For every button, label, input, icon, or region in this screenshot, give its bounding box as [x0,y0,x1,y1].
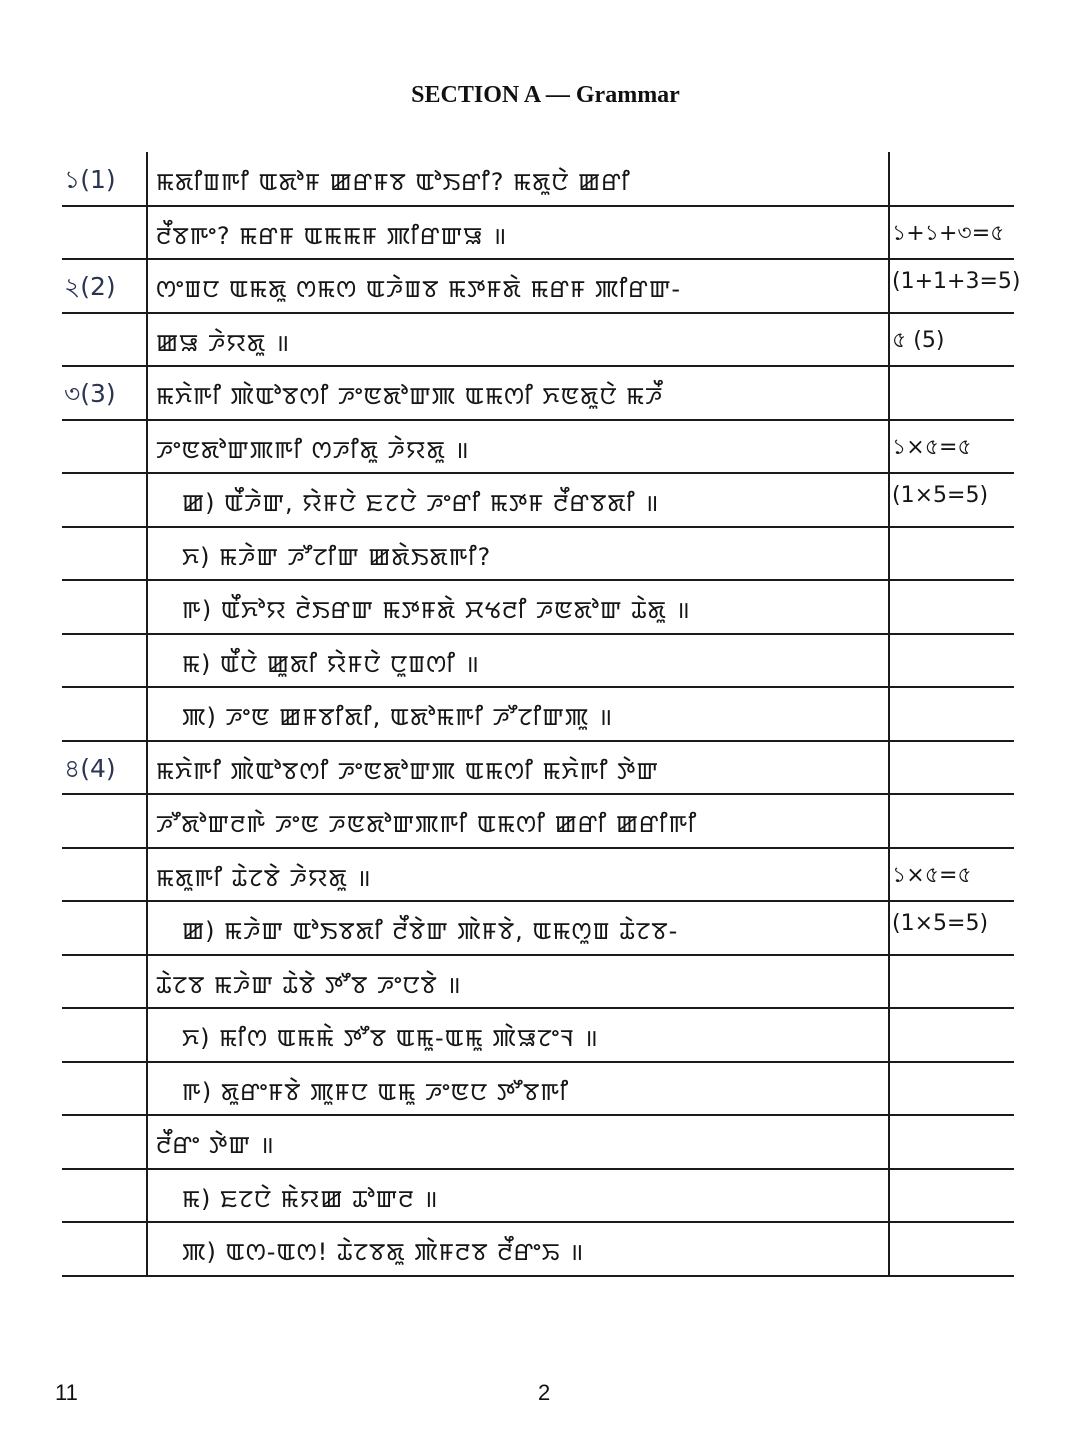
answer-line: ꯂꯩꯔꯦ ꯇꯥꯛ ॥ [156,1131,275,1159]
row-rule [62,365,1014,367]
row-rule [62,419,1014,421]
row-rule [62,205,1014,207]
page-number: 2 [538,1380,551,1405]
marks-cell: ১×৫=৫ [892,862,972,888]
marks-cell: ১+১+৩=৫ [892,220,1005,246]
question-number: ৩(3) [64,379,116,408]
answer-line: ꯀ) ꯑꯩꯍꯥꯛ, ꯌꯥꯝꯅꯥ ꯐꯖꯅꯥ ꯍꯦꯔꯤ ꯃꯇꯝ ꯂꯩꯔꯕꯗꯤ ॥ [182,489,660,517]
marks-cell: (1×5=5) [892,911,989,936]
row-rule [62,472,1014,474]
answer-line: ꯍꯦꯟꯗꯣꯛꯄꯒꯤ ꯁꯍꯤꯗꯨ ꯍꯥꯌꯗꯨ ॥ [156,435,470,464]
column-rule [146,152,148,1276]
row-rule [62,258,1014,260]
row-rule [62,793,1014,795]
row-rule [62,633,1014,635]
row-rule [62,847,1014,849]
row-rule [62,1275,1014,1277]
answer-line: ꯈ) ꯃꯍꯥꯛ ꯍꯧꯖꯤꯛ ꯀꯗꯥꯏꯗꯒꯤ? [182,542,492,571]
row-rule [62,686,1014,688]
answer-line: ꯃꯈꯥꯒꯤ ꯄꯥꯑꯣꯕꯁꯤ ꯍꯦꯟꯗꯣꯛꯄ ꯑꯃꯁꯤ ꯃꯈꯥꯒꯤ ꯇꯥꯛ [156,756,659,785]
row-rule [62,954,1014,956]
answer-line: ꯃ) ꯐꯖꯅꯥ ꯃꯥꯌꯀ ꯊꯣꯛꯂ ॥ [182,1184,439,1213]
answer-line: ꯊꯥꯖꯕ ꯃꯍꯥꯛ ꯊꯥꯕꯥ ꯇꯧꯕ ꯍꯦꯅꯕꯥ ॥ [156,970,462,999]
answer-line: ꯀ) ꯃꯍꯥꯛ ꯑꯣꯏꯕꯗꯤ ꯂꯩꯕꯥꯛ ꯄꯥꯝꯕꯥ, ꯑꯃꯁꯨꯡ ꯊꯥꯖꯕ- [182,917,679,945]
answer-line: ꯀꯎ ꯍꯥꯌꯗꯨ ॥ [156,328,291,357]
row-rule [62,1007,1014,1009]
column-rule [888,152,890,1276]
page-title: SECTION A — Grammar [411,82,680,108]
row-rule [62,1061,1014,1063]
answer-line: ꯃꯗꯨꯒꯤ ꯊꯥꯖꯕꯥ ꯍꯥꯌꯗꯨ ॥ [156,863,372,892]
answer-line: ꯃꯗꯤꯡꯒꯤ ꯑꯗꯣꯝ ꯀꯔꯝꯕ ꯑꯣꯏꯔꯤ? ꯃꯗꯨꯅꯥ ꯀꯔꯤ [156,168,631,196]
answer-line: ꯈ) ꯃꯤꯁ ꯑꯃꯃꯥ ꯇꯧꯕ ꯑꯃꯨ-ꯑꯃꯨ ꯄꯥꯎꯖꯦꯜ ॥ [182,1024,599,1052]
marks-cell: ১×৫=৫ [892,434,972,460]
page-code: 11 [55,1380,78,1405]
row-rule [62,900,1014,902]
row-rule [62,526,1014,528]
row-rule [62,312,1014,314]
question-number: ৪(4) [64,753,116,783]
answer-line: ꯒ) ꯗꯨꯔꯦꯝꯕꯥ ꯄꯨꯝꯅ ꯑꯃꯨ ꯍꯦꯟꯅ ꯇꯧꯕꯒꯤ [182,1077,570,1106]
marks-cell: (1+1+3=5) [892,269,1021,294]
answer-line: ꯂꯩꯕꯒꯦ? ꯃꯔꯝ ꯑꯃꯃꯝ ꯄꯤꯔꯛꯎ ॥ [156,221,508,250]
row-rule [62,579,1014,581]
question-number: ১(1) [64,165,116,194]
row-rule [62,740,1014,742]
answer-line: ꯁꯦꯡꯅ ꯑꯃꯗꯨ ꯁꯃꯁ ꯑꯍꯥꯡꯕ ꯃꯇꯝꯗꯥ ꯃꯔꯝ ꯄꯤꯔꯛ- [156,275,682,303]
answer-line: ꯒ) ꯑꯩꯈꯣꯌ ꯂꯥꯏꯔꯛ ꯃꯇꯝꯗꯥ ꯆꯠꯂꯤ ꯍꯟꯗꯣꯛ ꯊꯥꯗꯨ ॥ [182,596,691,624]
marks-cell: (1×5=5) [892,483,989,508]
answer-line: ꯄ) ꯍꯦꯟ ꯀꯝꯕꯤꯗꯤ, ꯑꯗꯣꯃꯒꯤ ꯍꯧꯖꯤꯛꯄꯨ ॥ [182,703,614,731]
row-rule [62,1168,1014,1170]
row-rule [62,1114,1014,1116]
row-rule [62,1221,1014,1223]
answer-line: ꯄ) ꯑꯁ-ꯑꯁ! ꯊꯥꯖꯕꯗꯨ ꯄꯥꯝꯂꯕ ꯂꯩꯔꯦꯢ ॥ [182,1238,585,1266]
question-number: ২(2) [64,272,116,301]
answer-line: ꯃꯈꯥꯒꯤ ꯄꯥꯑꯣꯕꯁꯤ ꯍꯦꯟꯗꯣꯛꯄ ꯑꯃꯁꯤ ꯈꯟꯗꯨꯅꯥ ꯃꯍꯩ [156,382,664,410]
marks-cell: ৫ (5) [892,327,945,353]
answer-line: ꯃ) ꯑꯩꯅꯥ ꯀꯨꯗꯤ ꯌꯥꯝꯅꯥ ꯅꯨꯡꯁꯤ ॥ [182,649,481,678]
answer-line: ꯍꯧꯗꯣꯛꯂꯒꯥ ꯍꯦꯟ ꯍꯟꯗꯣꯛꯄꯒꯤ ꯑꯃꯁꯤ ꯀꯔꯤ ꯀꯔꯤꯒꯤ [156,810,698,838]
